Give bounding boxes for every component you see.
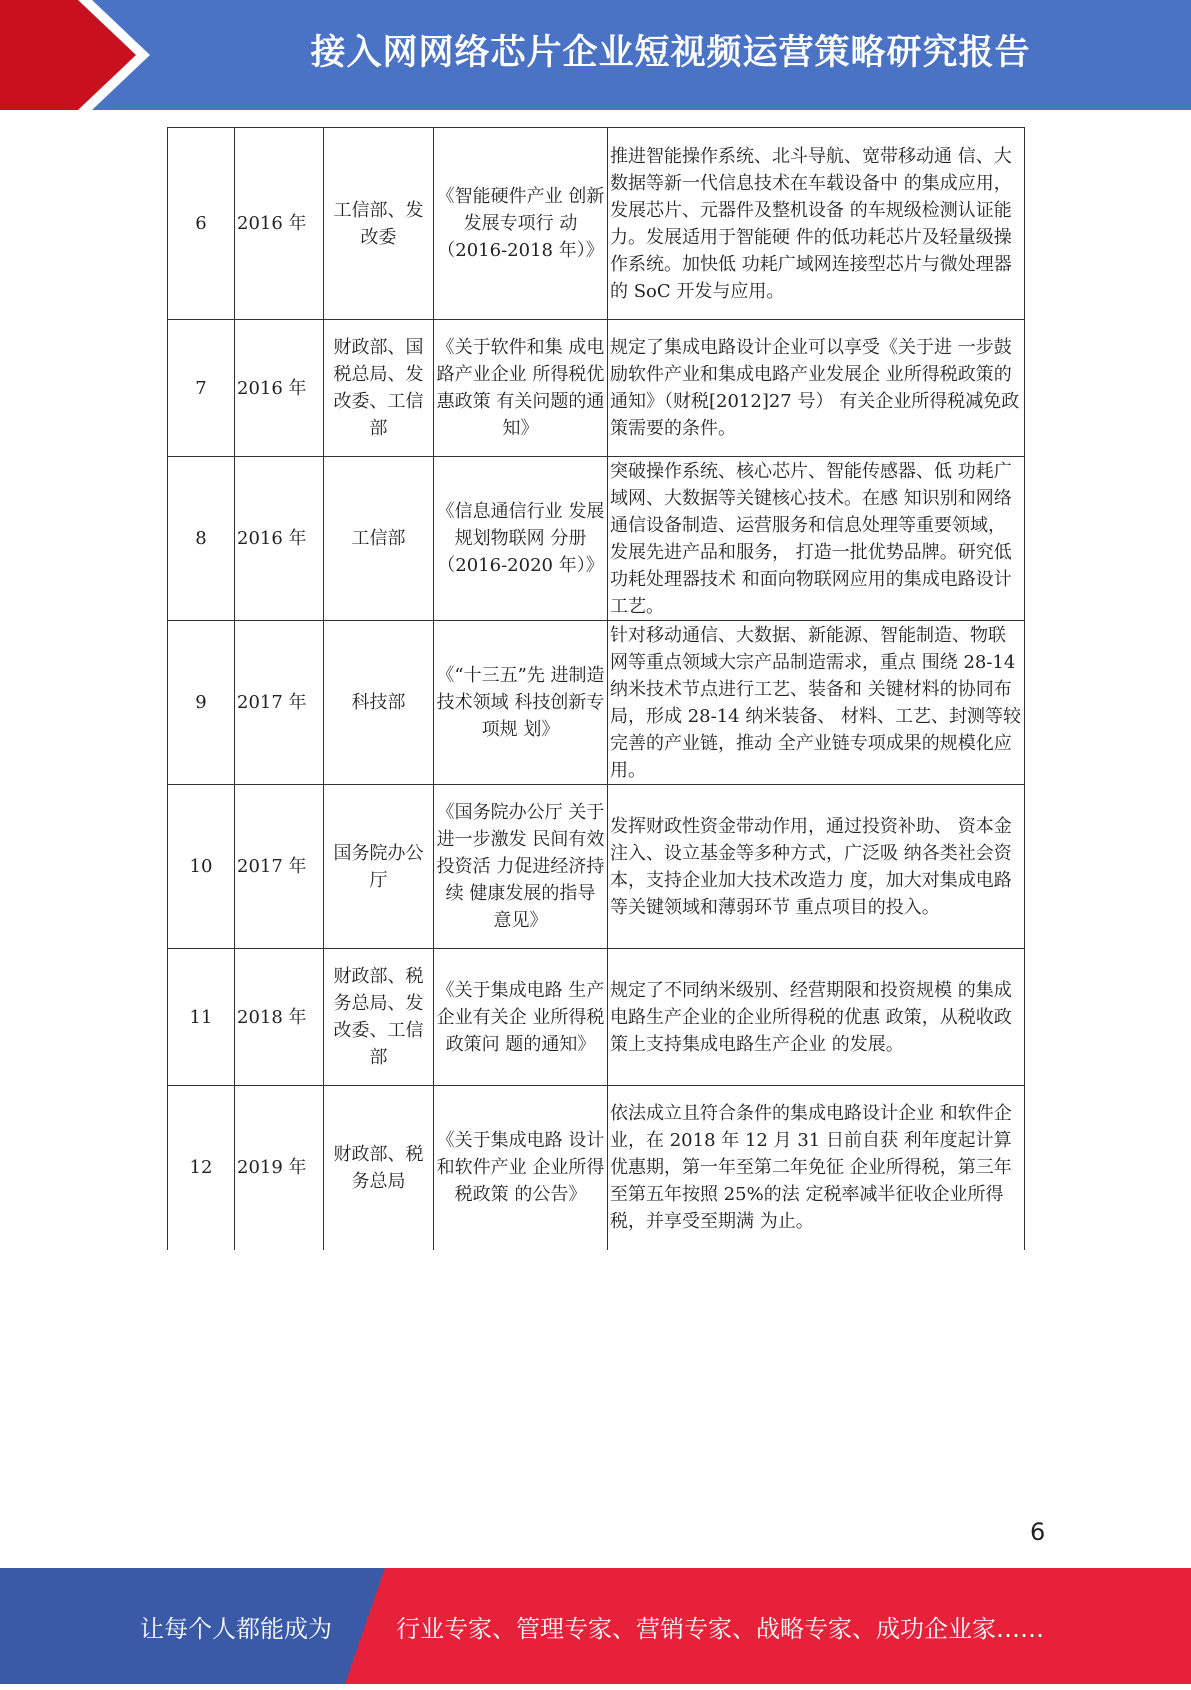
table-row — [168, 128, 1025, 320]
row-department: 工信部、发改委 — [324, 128, 434, 320]
row-number: 6 — [168, 128, 235, 320]
row-department: 科技部 — [324, 621, 434, 785]
row-department: 财政部、国税总局、发改委、工信部 — [324, 320, 434, 457]
row-department: 工信部 — [324, 457, 434, 621]
row-number: 12 — [168, 1086, 235, 1250]
row-year: 2019 年 — [235, 1086, 324, 1250]
row-policy-content: 突破操作系统、核心芯片、智能传感器、低 功耗广域网、大数据等关键核心技术。在感 知识别和网络通信设备制造、运营服务和信息处理等重要领域，发展先进产品和服务， 打造一批优势品牌。研究低功耗处理器技术 和面向物联网应用的集成电路设计工艺。 — [608, 457, 1025, 621]
row-policy-title: 《智能硬件产业 创新发展专项行 动（2016-2018 年）》 — [434, 128, 608, 320]
footer-slogan-right: 行业专家、管理专家、营销专家、战略专家、成功企业家…… — [396, 1615, 1044, 1643]
row-policy-content: 发挥财政性资金带动作用，通过投资补助、 资本金注入、设立基金等多种方式，广泛吸 纳各类社会资本，支持企业加大技术改造力 度，加大对集成电路等关键领域和薄弱环节 重点项目的投入。 — [608, 785, 1025, 949]
row-department: 财政部、税务总局、发改委、工信部 — [324, 949, 434, 1086]
row-department: 财政部、税务总局 — [324, 1086, 434, 1250]
row-policy-title: 《关于软件和集 成电路产业企业 所得税优惠政策 有关问题的通 知》 — [434, 320, 608, 457]
row-year: 2017 年 — [235, 785, 324, 949]
page-number: 6 — [1030, 1518, 1046, 1546]
footer-banner — [0, 1568, 1191, 1684]
row-policy-title: 《信息通信行业 发展规划物联网 分册（2016-2020 年）》 — [434, 457, 608, 621]
row-number: 11 — [168, 949, 235, 1086]
row-year: 2018 年 — [235, 949, 324, 1086]
header-banner — [0, 0, 1191, 110]
row-number: 8 — [168, 457, 235, 621]
table-row — [168, 949, 1025, 1086]
row-department: 国务院办公厅 — [324, 785, 434, 949]
row-year: 2016 年 — [235, 128, 324, 320]
header-red-chevron — [0, 0, 150, 110]
row-policy-content: 规定了不同纳米级别、经营期限和投资规模 的集成电路生产企业的企业所得税的优惠 政策，从税收政策上支持集成电路生产企业 的发展。 — [608, 949, 1025, 1086]
footer-slogan-left: 让每个人都能成为 — [140, 1615, 332, 1643]
row-policy-title: 《关于集成电路 设计和软件产业 企业所得税政策 的公告》 — [434, 1086, 608, 1250]
table-row — [168, 785, 1025, 949]
row-year: 2016 年 — [235, 457, 324, 621]
table-row — [168, 1086, 1025, 1250]
row-policy-content: 推进智能操作系统、北斗导航、宽带移动通 信、大数据等新一代信息技术在车载设备中 的集成应用，发展芯片、元器件及整机设备 的车规级检测认证能力。发展适用于智能硬 件的低功耗芯片及轻量级操作系统。加快低 功耗广域网连接型芯片与微处理器的 SoC 开发与应用。 — [608, 128, 1025, 320]
row-year: 2016 年 — [235, 320, 324, 457]
policy-table — [167, 127, 1025, 1250]
table-row — [168, 621, 1025, 785]
page-title: 接入网网络芯片企业短视频运营策略研究报告 — [310, 33, 1031, 73]
row-policy-content: 规定了集成电路设计企业可以享受《关于进 一步鼓励软件产业和集成电路产业发展企 业所得税政策的通知》（财税[2012]27 号） 有关企业所得税减免政策需要的条件。 — [608, 320, 1025, 457]
row-number: 10 — [168, 785, 235, 949]
row-policy-title: 《“十三五”先 进制造技术领域 科技创新专项规 划》 — [434, 621, 608, 785]
table-row — [168, 320, 1025, 457]
row-policy-title: 《关于集成电路 生产企业有关企 业所得税政策问 题的通知》 — [434, 949, 608, 1086]
row-year: 2017 年 — [235, 621, 324, 785]
row-policy-content: 针对移动通信、大数据、新能源、智能制造、物联网等重点领域大宗产品制造需求，重点 围绕 28-14 纳米技术节点进行工艺、装备和 关键材料的协同布局，形成 28-14 纳米装备、 材料、工艺、封测等较完善的产业链，推动 全产业链专项成果的规模化应用。 — [608, 621, 1025, 785]
row-number: 7 — [168, 320, 235, 457]
table-row — [168, 457, 1025, 621]
row-policy-content: 依法成立且符合条件的集成电路设计企业 和软件企业，在 2018 年 12 月 31 日前自获 利年度起计算优惠期，第一年至第二年免征 企业所得税，第三年至第五年按照 25%的法 定税率减半征收企业所得税，并享受至期满 为止。 — [608, 1086, 1025, 1250]
row-number: 9 — [168, 621, 235, 785]
row-policy-title: 《国务院办公厅 关于进一步激发 民间有效投资活 力促进经济持续 健康发展的指导 意见》 — [434, 785, 608, 949]
